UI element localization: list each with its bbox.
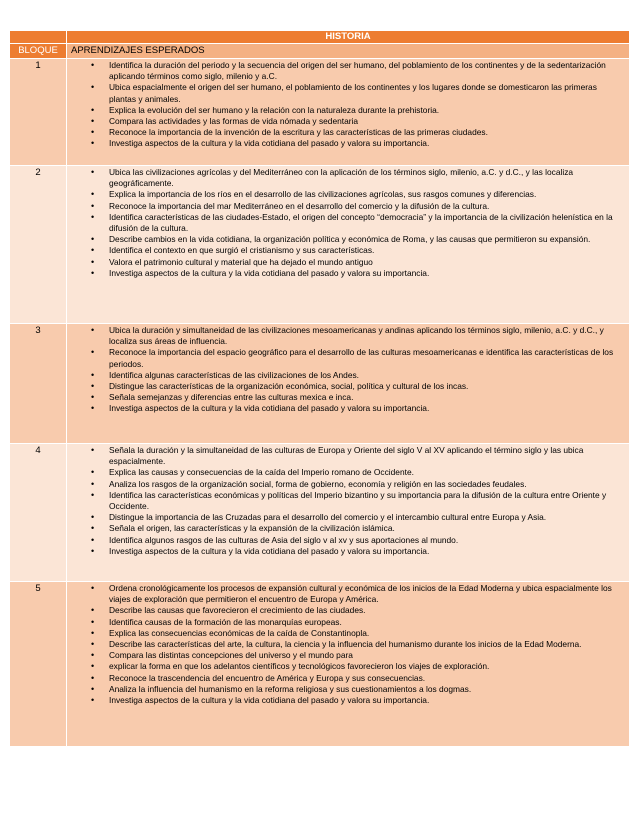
historia-table-container xyxy=(9,30,629,747)
bloque-row xyxy=(10,582,630,747)
aprendizaje-item: • Identifica las características económicas y políticas del Imperio bizantino y su importancia para la difusión de la cultura entre Oriente y Occidente. xyxy=(109,490,625,512)
bloque-row xyxy=(10,59,630,166)
bloque-number: 5 xyxy=(10,582,67,747)
aprendizaje-item: • Señala el origen, las características y la expansión de la civilización islámica. xyxy=(109,523,625,534)
bloque-row xyxy=(10,444,630,582)
col-header-aprendizajes: APRENDIZAJES ESPERADOS xyxy=(67,44,630,59)
aprendizaje-item: • Investiga aspectos de la cultura y la vida cotidiana del pasado y valora su importancia. xyxy=(109,695,625,706)
aprendizaje-item: • Reconoce la trascendencia del encuentro de América y Europa y sus consecuencias. xyxy=(109,673,625,684)
aprendizajes-cell xyxy=(67,324,630,444)
aprendizaje-item: • Valora el patrimonio cultural y material que ha dejado el mundo antiguo xyxy=(109,257,625,268)
aprendizaje-item: • Ubica las civilizaciones agrícolas y del Mediterráneo con la aplicación de los términos siglo, milenio, a.C. y d.C., y las localiza geográficamente. xyxy=(109,167,625,189)
aprendizaje-item: • Identifica algunas características de las civilizaciones de los Andes. xyxy=(109,370,625,381)
aprendizajes-cell xyxy=(67,444,630,582)
aprendizaje-item: • Identifica el contexto en que surgió el cristianismo y sus características. xyxy=(109,245,625,256)
aprendizaje-item: • Analiza los rasgos de la organización social, forma de gobierno, economía y religión en las sociedades feudales. xyxy=(109,479,625,490)
aprendizajes-list xyxy=(67,582,629,708)
aprendizaje-item: • Investiga aspectos de la cultura y la vida cotidiana del pasado y valora su importancia. xyxy=(109,546,625,557)
aprendizaje-item: • Reconoce la importancia de la invención de la escritura y las características de las primeras ciudades. xyxy=(109,127,625,138)
aprendizaje-item: • Describe las características del arte, la cultura, la ciencia y la influencia del humanismo durante los inicios de la Edad Moderna. xyxy=(109,639,625,650)
aprendizajes-cell xyxy=(67,59,630,166)
aprendizaje-item: • Explica las consecuencias económicas de la caída de Constantinopla. xyxy=(109,628,625,639)
aprendizaje-item: • Analiza la influencia del humanismo en la reforma religiosa y sus cuestionamientos a los dogmas. xyxy=(109,684,625,695)
table-title: HISTORIA xyxy=(67,31,630,44)
aprendizaje-item: • Señala semejanzas y diferencias entre las culturas mexica e inca. xyxy=(109,392,625,403)
aprendizaje-item: • Describe cambios en la vida cotidiana, la organización política y económica de Roma, y las causas que permitieron su expansión. xyxy=(109,234,625,245)
aprendizaje-item: • Compara las distintas concepciones del universo y el mundo para xyxy=(109,650,625,661)
aprendizaje-item: • Identifica algunos rasgos de las culturas de Asia del siglo v al xv y sus aportaciones al mundo. xyxy=(109,535,625,546)
aprendizaje-item: • Distingue las características de la organización económica, social, política y cultural de los incas. xyxy=(109,381,625,392)
aprendizajes-list xyxy=(67,444,629,559)
aprendizaje-item: • Explica la evolución del ser humano y la relación con la naturaleza durante la prehistoria. xyxy=(109,105,625,116)
bloque-number: 1 xyxy=(10,59,67,166)
aprendizaje-item: • Ordena cronológicamente los procesos de expansión cultural y económica de los inicios de la Edad Moderna y ubica espacialmente los viajes de exploración que permitieron el encuentro de Europa y América. xyxy=(109,583,625,605)
aprendizajes-list xyxy=(67,324,629,417)
table-title-row xyxy=(10,31,630,44)
bloque-number: 2 xyxy=(10,166,67,324)
aprendizaje-item: • Reconoce la importancia del mar Mediterráneo en el desarrollo del comercio y la difusión de la cultura. xyxy=(109,201,625,212)
bloque-number: 4 xyxy=(10,444,67,582)
aprendizaje-item: • Distingue la importancia de las Cruzadas para el desarrollo del comercio y el intercambio cultural entre Europa y Asia. xyxy=(109,512,625,523)
bloque-row xyxy=(10,166,630,324)
aprendizajes-list xyxy=(67,166,629,281)
aprendizaje-item: • Ubica espacialmente el origen del ser humano, el poblamiento de los continentes y los lugares donde se domesticaron las primeras plantas y animales. xyxy=(109,82,625,104)
aprendizaje-item: • Identifica características de las ciudades-Estado, el origen del concepto “democracia” y la importancia de la civilización helenística en la difusión de la cultura. xyxy=(109,212,625,234)
column-header-row xyxy=(10,44,630,59)
aprendizaje-item: • Reconoce la importancia del espacio geográfico para el desarrollo de las culturas mesoamericanas e identifica las características de los periodos. xyxy=(109,347,625,369)
aprendizaje-item: • Investiga aspectos de la cultura y la vida cotidiana del pasado y valora su importancia. xyxy=(109,403,625,414)
aprendizaje-item: • Ubica la duración y simultaneidad de las civilizaciones mesoamericanas y andinas aplicando los términos siglo, milenio, a.C. y d.C., y localiza sus áreas de influencia. xyxy=(109,325,625,347)
aprendizaje-item: • Identifica la duración del periodo y la secuencia del origen del ser humano, del poblamiento de los continentes y de la sedentarización aplicando términos como siglo, milenio y a.C. xyxy=(109,60,625,82)
aprendizaje-item: • Explica la importancia de los ríos en el desarrollo de las civilizaciones agrícolas, sus rasgos comunes y diferencias. xyxy=(109,189,625,200)
aprendizaje-item: • Investiga aspectos de la cultura y la vida cotidiana del pasado y valora su importancia. xyxy=(109,138,625,149)
aprendizaje-item: • Señala la duración y la simultaneidad de las culturas de Europa y Oriente del siglo V al XV aplicando el término siglo y las ubica espacialmente. xyxy=(109,445,625,467)
aprendizaje-item: • Compara las actividades y las formas de vida nómada y sedentaria xyxy=(109,116,625,127)
bloque-row xyxy=(10,324,630,444)
aprendizaje-item: • Investiga aspectos de la cultura y la vida cotidiana del pasado y valora su importancia. xyxy=(109,268,625,279)
col-header-bloque: BLOQUE xyxy=(10,44,67,59)
aprendizaje-item: • explicar la forma en que los adelantos científicos y tecnológicos favorecieron los viajes de exploración. xyxy=(109,661,625,672)
aprendizaje-item: • Identifica causas de la formación de las monarquías europeas. xyxy=(109,617,625,628)
aprendizajes-cell xyxy=(67,166,630,324)
aprendizajes-list xyxy=(67,59,629,152)
aprendizaje-item: • Explica las causas y consecuencias de la caída del Imperio romano de Occidente. xyxy=(109,467,625,478)
aprendizajes-cell xyxy=(67,582,630,747)
learning-outcomes-table xyxy=(9,30,630,747)
bloque-number: 3 xyxy=(10,324,67,444)
aprendizaje-item: • Describe las causas que favorecieron el crecimiento de las ciudades. xyxy=(109,605,625,616)
block-rows xyxy=(10,59,630,747)
